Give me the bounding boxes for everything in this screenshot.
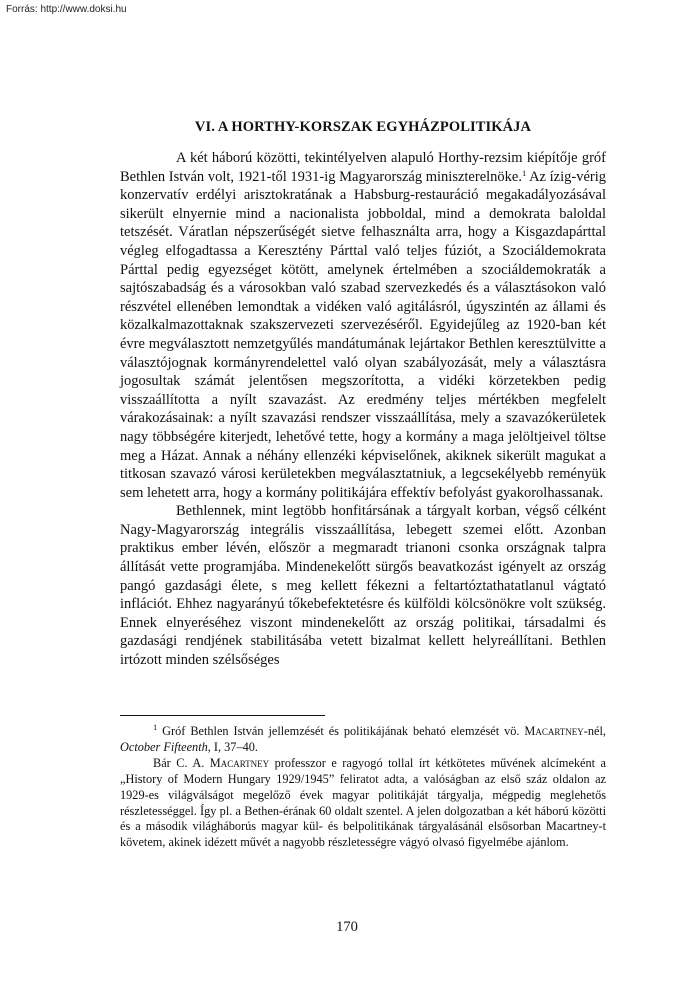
footnote-2-text-a: Bár C. A.: [153, 755, 210, 770]
page-number: 170: [336, 919, 358, 935]
footnote-2-author: Macartney: [209, 755, 270, 770]
footnotes: [120, 724, 606, 851]
footnote-2-text-b: professzor e ragyogó tollal írt kétkötetes művének alcímeként a „History of Modern Hungary 1929/1945” feliratot adta, a valóságban az első száz oldalon az 1929-es világválságot megelőző évek magyar politikáját tárgyalja, mégpedig meglehetős részletességgel. Így pl. a Bethen-érának 60 oldalt szentel. A jelen dolgozatban a két háború közötti és a második világháborús magyar kül- és belpolitikának tárgyalásánál elsősorban Macartney-t követem, akinek idézett művét a nagyobb részletességre vágyó olvasó figyelmébe ajánlom.: [120, 755, 607, 850]
paragraph-1: [120, 149, 606, 502]
source-url-header: Forrás: http://www.doksi.hu: [6, 4, 127, 15]
footnote-2: [120, 756, 606, 851]
footnote-1-number: 1: [153, 722, 158, 732]
footnote-1-text-c: , I, 37–40.: [207, 739, 258, 754]
footnote-1-author: Macartney: [524, 724, 584, 738]
paragraph-1-text-a: A két háború közötti, tekintélyelven alapuló Horthy-rezsim kiépítője gróf Bethlen István volt, 1921-től 1931-ig Magyarország miniszterelnöke.: [120, 150, 606, 185]
footnote-1: [120, 724, 606, 756]
footnote-1-text-b: -nél,: [583, 724, 606, 738]
chapter-title: VI. A HORTHY-KORSZAK EGYHÁZPOLITIKÁJA: [194, 119, 532, 135]
main-text: [120, 149, 606, 670]
paragraph-1-text-b: Az ízig-vérig konzervatív erdélyi arisztokratának a Habsburg-restauráció megakadályozásával sikerült elnyernie mind a nacionalista jobboldal, mind a demokrata baloldal tetszését. Váratlan népszerűségét sietve felhasználta arra, hogy a Kisgazdapárttal végleg elfogadtassa a Keresztény Párttal való teljes fúziót, a Szociáldemokrata Párttal pedig egyezséget kötött, amelynek értelmében a szociáldemokraták a sajtószabadság és a városokban való szabad szervezkedés és a választásokon való részvétel ellenében lemondtak a vidéken való agitálásról, úgyszintén az állami és közalkalmazottaknak szakszervezeti szervezéséről. Egyidejűleg az 1920-ban két évre megválasztott nemzetgyűlés mandátumának lejártakor Bethlen keresztülvitte a választójognak kormányrendelettel való olyan szabályozását, mely a választásra jogosultak számát jelentősen megszorította, a vidéki körzetekben pedig visszaállította a nyílt szavazást. Az eredmény teljes mértékben megfelelt várakozásainak: a nyílt szavazási rendszer visszaállítása, mely a szavazókerületek nagy többségére kiterjedt, lehetővé tette, hogy a kormány a maga jelöltjeivel töltse meg a Házat. Annak a néhány ellenzéki képviselőnek, akiknek sikerült magukat a titkosan szavazó városi kerületekben megválasztatniuk, a legcsekélyebb reményük sem lehetett arra, hogy a kormány politikájára effektív befolyást gyakorolhassanak.: [120, 168, 606, 501]
paragraph-2: Bethlennek, mint legtöbb honfitársának a tárgyalt korban, végső célként Nagy-Magyarország integrális visszaállítása, lebegett szemei előtt. Azonban praktikus ember lévén, először a megmaradt trianoni csonka országnak talpra állítását vette programjába. Mindenekelőtt sürgős beavatkozást igényelt az ország pangó gazdasági élete, s meg kellett fékezni a feltartóztathatatlanul vágtató inflációt. Ehhez nagyarányú tőkebefektetésre és külföldi kölcsönökre volt szükség. Ennek elnyeréséhez viszont mindenekelőtt az ország politikai, társadalmi és gazdasági rendjének stabilitásába vetett bizalmat kellett helyreállítani. Bethlen irtózott minden szélsőséges: [120, 503, 606, 669]
footnote-ref-1: 1: [521, 167, 527, 178]
footnote-1-text-a: Gróf Bethlen István jellemzését és politikájának beható elemzését vö.: [157, 724, 525, 738]
footnote-1-work-title: October Fifteenth: [120, 739, 208, 754]
footnote-divider: [120, 715, 325, 716]
